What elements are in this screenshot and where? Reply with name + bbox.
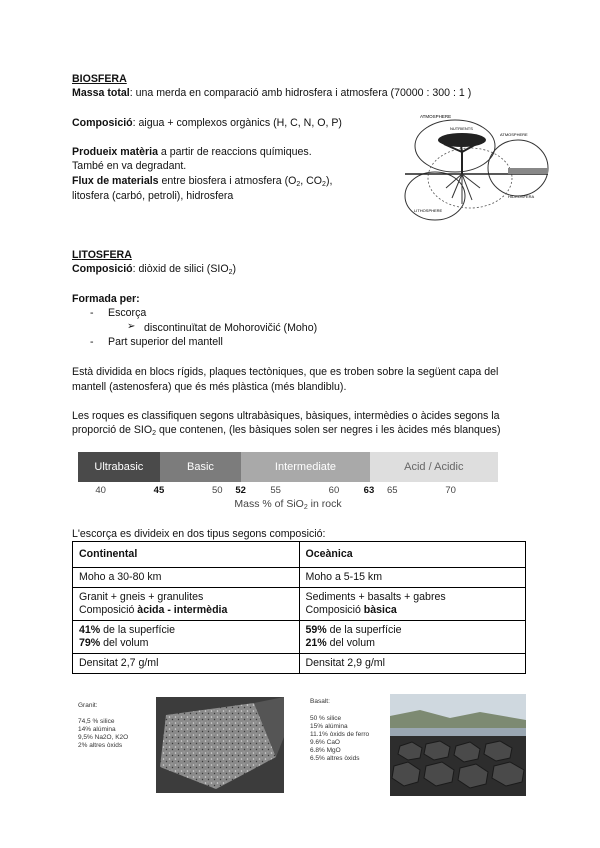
continental-vol-pct: 79% bbox=[79, 637, 101, 649]
oceanica-vol-text: del volum bbox=[326, 637, 375, 649]
oceanica-comp-pre: Composició bbox=[305, 604, 364, 616]
diagram-label-4: LITHOSPHERE bbox=[414, 208, 443, 213]
scale-axis-label bbox=[78, 498, 498, 511]
oceanica-dens: Densitat 2,9 g/ml bbox=[299, 654, 526, 674]
scale-tick-label: 65 bbox=[387, 485, 398, 496]
scale-segment-intermediate: Intermediate bbox=[241, 452, 369, 482]
scale-tick-label: 63 bbox=[363, 485, 375, 496]
diagram-label-2: ATMOSPHERE bbox=[500, 132, 528, 137]
granit-caption bbox=[78, 702, 128, 750]
oceanica-pct-cell bbox=[299, 621, 526, 654]
list-item-escorca: Escorça bbox=[108, 307, 147, 319]
basalt-line: 15% alúmina bbox=[310, 723, 348, 730]
lito-composicio-text: : diòxid de silici (SIO bbox=[132, 263, 229, 275]
biosphere-diagram bbox=[400, 108, 550, 228]
basalt-line: 6.8% MgO bbox=[310, 747, 341, 754]
oceanica-moho: Moho a 5-15 km bbox=[299, 568, 526, 588]
diagram-label-0: ATMOSPHERE bbox=[420, 114, 452, 119]
oceanica-sup bbox=[306, 624, 520, 637]
roques-line2a: proporció de SIO bbox=[72, 424, 153, 436]
bio-composicio-label: Composició bbox=[72, 117, 133, 129]
table-row bbox=[73, 588, 526, 621]
scale-tick-label: 50 bbox=[212, 485, 223, 496]
tree-canopy bbox=[438, 133, 486, 147]
basalt-line: 6.5% altres òxids bbox=[310, 755, 360, 762]
biosfera-heading: BIOSFERA bbox=[72, 73, 127, 85]
oceanica-comp-cell bbox=[299, 588, 526, 621]
continental-comp-pre: Composició bbox=[79, 604, 138, 616]
o2-sub: 2 bbox=[296, 181, 301, 188]
escorca-intro: L'escorça es divideix en dos tipus segons composició: bbox=[72, 528, 326, 540]
massa-text: : una merda en comparació amb hidrosfera i atmosfera (70000 : 300 : 1 ) bbox=[129, 87, 472, 99]
scale-segment-acid-acidic: Acid / Acidic bbox=[370, 452, 498, 482]
roques-line2 bbox=[72, 423, 501, 441]
lito-composicio-line bbox=[72, 262, 236, 280]
list-subitem-moho: discontinuïtat de Mohorovičić (Moho) bbox=[144, 322, 318, 334]
scale-tick-label: 70 bbox=[445, 485, 456, 496]
diagram-label-3: HIDROSFERA bbox=[508, 194, 535, 199]
scale-label-pre: Mass % of SiO bbox=[234, 498, 304, 510]
sio2-sub-2: 2 bbox=[152, 430, 156, 437]
oceanica-comp bbox=[306, 604, 520, 617]
granit-title: Granit: bbox=[78, 702, 98, 709]
granite-photo bbox=[156, 697, 284, 793]
flux-text-b: , CO bbox=[300, 175, 323, 187]
flux-line2: litosfera (carbó, petroli), hidrosfera bbox=[72, 190, 234, 202]
continental-sup-text: de la superfície bbox=[100, 624, 175, 636]
basalt-line: 9.6% CaO bbox=[310, 739, 340, 746]
basalt-line: 11.1% òxids de ferro bbox=[310, 731, 370, 738]
scale-label-post: in rock bbox=[307, 498, 342, 510]
granit-line: 74,5 % silice bbox=[78, 718, 115, 725]
scale-tick-label: 52 bbox=[235, 485, 246, 496]
continental-comp-bold: àcida - intermèdia bbox=[137, 604, 228, 616]
continental-pct-cell bbox=[73, 621, 300, 654]
lito-composicio-close: ) bbox=[232, 263, 237, 275]
roques-line2b: que contenen, (les bàsiques solen ser negres i les àcides més blanques) bbox=[156, 424, 501, 436]
table-row bbox=[73, 542, 526, 568]
diagram-label-1: NUTRIENTS bbox=[450, 126, 473, 131]
produeix-text: a partir de reaccions químiques. bbox=[157, 146, 312, 158]
continental-sup-pct: 41% bbox=[79, 624, 101, 636]
produeix-label: Produeix matèria bbox=[72, 146, 158, 158]
scale-segment-ultrabasic: Ultrabasic bbox=[78, 452, 160, 482]
continental-header: Continental bbox=[73, 542, 300, 568]
oceanica-vol-pct: 21% bbox=[305, 637, 327, 649]
granit-line: 14% alúmina bbox=[78, 726, 116, 733]
divided-line2: mantell (astenosfera) que és més plàstica (més blandiblu). bbox=[72, 381, 347, 393]
bio-composicio-text: : aigua + complexos orgànics (H, C, N, O, P) bbox=[132, 117, 342, 129]
litosfera-heading: LITOSFERA bbox=[72, 249, 132, 261]
dash-1: - bbox=[90, 307, 94, 319]
table-row bbox=[73, 621, 526, 654]
basalt-photo bbox=[390, 694, 526, 796]
co2-sub: 2 bbox=[322, 181, 326, 188]
continental-vol bbox=[79, 637, 293, 650]
oceanica-header: Oceànica bbox=[299, 542, 526, 568]
oceanica-sup-pct: 59% bbox=[305, 624, 327, 636]
scale-tick-label: 55 bbox=[270, 485, 281, 496]
massa-label: Massa total bbox=[72, 87, 130, 99]
sio2-sub: 2 bbox=[228, 269, 233, 276]
scale-tick-label: 45 bbox=[153, 485, 165, 496]
escorca-table bbox=[72, 541, 526, 674]
oceanica-rocks: Sediments + basalts + gabres bbox=[305, 591, 446, 603]
grass-band bbox=[508, 168, 548, 174]
roques-line1: Les roques es classifiquen segons ultrabàsiques, bàsiques, intermèdies o àcides segons la bbox=[72, 410, 500, 422]
sio2-scale-chart bbox=[78, 452, 498, 512]
divided-line1: Està dividida en blocs rígids, plaques tectòniques, que es troben sobre la següent capa del bbox=[72, 366, 499, 378]
continental-vol-text: del volum bbox=[100, 637, 149, 649]
scale-label-sub: 2 bbox=[303, 504, 308, 511]
flux-text-c: ), bbox=[325, 175, 333, 187]
scale-tick-label: 60 bbox=[328, 485, 340, 496]
table-row bbox=[73, 568, 526, 588]
oceanica-comp-bold: bàsica bbox=[363, 604, 397, 616]
oceanica-vol bbox=[306, 637, 520, 650]
scale-segment-basic: Basic bbox=[160, 452, 242, 482]
list-item-mantell: Part superior del mantell bbox=[108, 336, 223, 348]
continental-rocks: Granit + gneis + granulites bbox=[79, 591, 204, 603]
scale-tick-label: 40 bbox=[95, 485, 106, 496]
flux-label: Flux de materials bbox=[72, 175, 159, 187]
produeix-line bbox=[72, 145, 312, 159]
arrow-bullet: ➢ bbox=[127, 321, 136, 332]
formada-label: Formada per: bbox=[72, 293, 140, 305]
basalt-line: 50 % silice bbox=[310, 715, 342, 722]
granit-line: 2% altres òxids bbox=[78, 742, 123, 749]
tree-roots bbox=[446, 174, 480, 204]
continental-sup bbox=[79, 624, 293, 637]
lito-composicio-label: Composició bbox=[72, 263, 133, 275]
table-row bbox=[73, 654, 526, 674]
degradant-line: També en va degradant. bbox=[72, 160, 187, 172]
center-ellipse bbox=[428, 148, 512, 208]
continental-comp-cell bbox=[73, 588, 300, 621]
massa-line bbox=[72, 86, 471, 100]
continental-comp bbox=[79, 604, 293, 617]
bio-composicio-line bbox=[72, 116, 342, 130]
dash-2: - bbox=[90, 336, 94, 348]
continental-dens: Densitat 2,7 g/ml bbox=[73, 654, 300, 674]
basalt-caption bbox=[310, 698, 369, 763]
continental-moho: Moho a 30-80 km bbox=[73, 568, 300, 588]
basalt-title: Basalt: bbox=[310, 698, 330, 705]
oceanica-sup-text: de la superfície bbox=[326, 624, 402, 636]
granit-line: 9,5% Na2O, K2O bbox=[78, 734, 129, 741]
flux-text-a: entre biosfera i atmosfera (O bbox=[158, 175, 297, 187]
